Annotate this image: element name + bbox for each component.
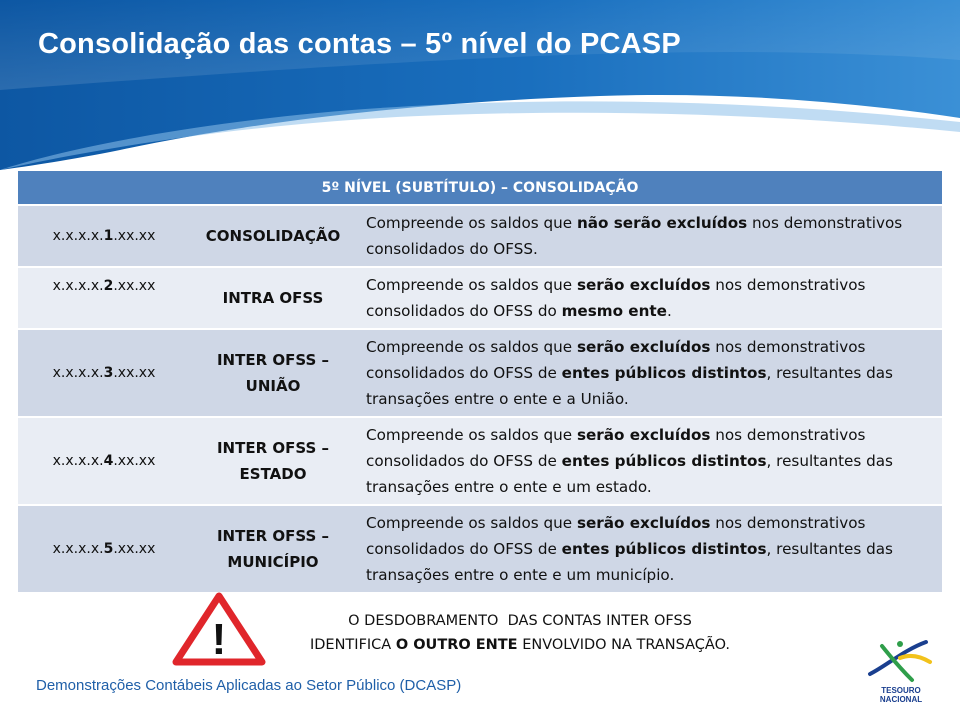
account-name: INTRA OFSS: [190, 267, 356, 329]
account-description: Compreende os saldos que serão excluídos nos demonstrativos consolidados do OFSS de entes públicos distintos, resultantes das transações entre o ente e um estado.: [356, 417, 942, 505]
account-code: x.x.x.x.2.xx.xx: [18, 267, 190, 329]
table-row: [18, 329, 942, 417]
note-line-2: IDENTIFICA O OUTRO ENTE ENVOLVIDO NA TRANSAÇÃO.: [309, 637, 731, 653]
note-line-1: O DESDOBRAMENTO DAS CONTAS INTER OFSS: [348, 613, 692, 629]
account-code: x.x.x.x.4.xx.xx: [18, 417, 190, 505]
account-name: INTER OFSS – MUNICÍPIO: [190, 505, 356, 592]
inter-ofss-note: [270, 609, 770, 657]
table-row: [18, 417, 942, 505]
header-banner: [0, 0, 960, 170]
slide-title: Consolidação das contas – 5º nível do PCASP: [38, 28, 681, 60]
account-code: x.x.x.x.1.xx.xx: [18, 205, 190, 267]
account-description: Compreende os saldos que não serão excluídos nos demonstrativos consolidados do OFSS.: [356, 205, 942, 267]
table-row: [18, 267, 942, 329]
account-description: Compreende os saldos que serão excluídos nos demonstrativos consolidados do OFSS do mesmo ente.: [356, 267, 942, 329]
footer-text: Demonstrações Contábeis Aplicadas ao Setor Público (DCASP): [36, 677, 462, 694]
account-name: INTER OFSS – UNIÃO: [190, 329, 356, 417]
consolidation-table: [18, 171, 942, 592]
table-header: 5º NÍVEL (SUBTÍTULO) – CONSOLIDAÇÃO: [18, 171, 942, 205]
account-code: x.x.x.x.3.xx.xx: [18, 329, 190, 417]
warning-glyph: !: [211, 615, 227, 664]
account-name: CONSOLIDAÇÃO: [190, 205, 356, 267]
account-name: INTER OFSS – ESTADO: [190, 417, 356, 505]
tesouro-nacional-logo: [860, 636, 942, 704]
table-row: [18, 205, 942, 267]
account-description: Compreende os saldos que serão excluídos nos demonstrativos consolidados do OFSS de entes públicos distintos, resultantes das transações entre o ente e a União.: [356, 329, 942, 417]
account-description: Compreende os saldos que serão excluídos nos demonstrativos consolidados do OFSS de entes públicos distintos, resultantes das transações entre o ente e um município.: [356, 505, 942, 592]
table-row: [18, 505, 942, 592]
logo-text: TESOURO NACIONAL: [879, 686, 923, 704]
account-code: x.x.x.x.5.xx.xx: [18, 505, 190, 592]
logo-mark-icon: [860, 636, 942, 686]
warning-triangle-icon: [172, 592, 266, 666]
